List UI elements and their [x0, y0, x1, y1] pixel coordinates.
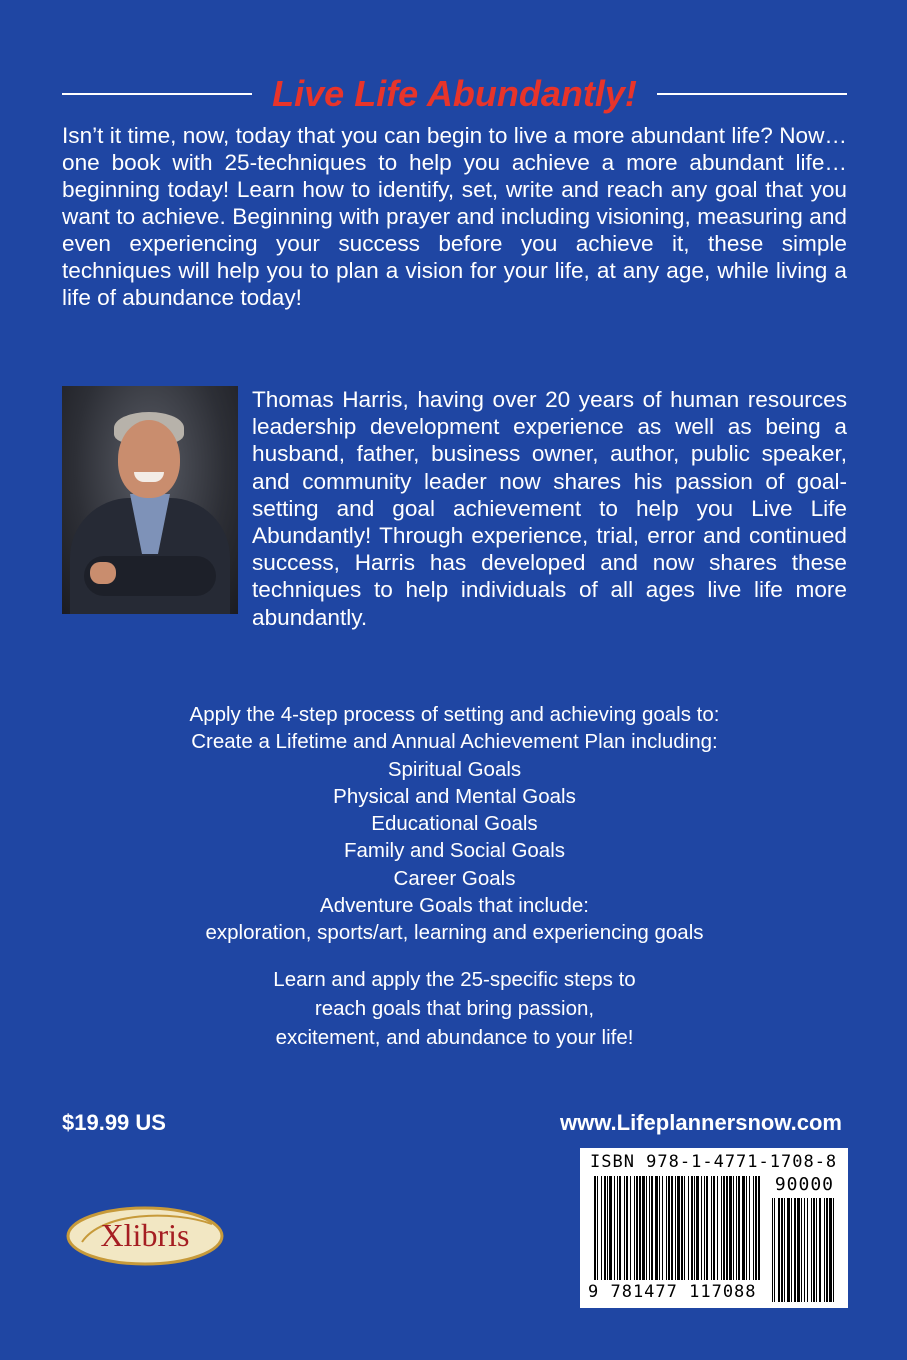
isbn-number: ISBN 978-1-4771-1708-8	[590, 1152, 838, 1172]
xlibris-logo-text: Xlibris	[100, 1217, 190, 1253]
goals-line: Apply the 4-step process of setting and achieving goals to:	[189, 703, 720, 726]
author-bio-text: Thomas Harris, having over 20 years of human resources leadership development experience as well as being a husband, father, business owner, author, public speaker, and community leader now shares his passion of goal-setting and goal achievement to help you Live Life Abundantly! Through experience, trial, error and continued success, Harris has developed and now shares these techniques to help individuals of all ages live life more abundantly.	[252, 387, 847, 630]
goals-line: Adventure Goals that include:	[320, 894, 589, 918]
goals-line: Educational Goals	[371, 812, 538, 836]
closing-line: excitement, and abundance to your life!	[275, 1026, 634, 1049]
website-url: www.Lifeplannersnow.com	[560, 1110, 842, 1135]
goals-list	[62, 701, 847, 947]
goals-line: Physical and Mental Goals	[333, 784, 576, 808]
title-rule-left	[62, 93, 252, 95]
goals-line: Spiritual Goals	[387, 757, 522, 781]
title-rule-right	[657, 93, 847, 95]
closing-line: Learn and apply the 25-specific steps to	[273, 968, 636, 991]
price-code: 90000	[774, 1174, 834, 1195]
closing-line: reach goals that bring passion,	[314, 997, 595, 1020]
goals-line: Career Goals	[393, 866, 516, 890]
cover-title: Live Life Abundantly!	[272, 73, 637, 114]
intro-paragraph: Isn’t it time, now, today that you can begin to live a more abundant life? Now…one book with 25-techniques to help you achieve a more abundant life…beginning today! Learn how to identify, set, write and reach any goal that you want to achieve. Beginning with prayer and including visioning, measuring and even experiencing your success before you achieve it, these simple techniques will help you to plan a vision for your life, at any age, while living a life of abundance today!	[62, 123, 847, 310]
title-header	[62, 68, 847, 120]
goals-line: Create a Lifetime and Annual Achievement Plan including:	[191, 730, 718, 754]
closing-statement	[62, 965, 847, 1052]
author-bio	[62, 386, 847, 632]
isbn-barcode	[580, 1148, 848, 1308]
price-label: $19.99 US	[62, 1110, 166, 1135]
xlibris-logo	[62, 1202, 224, 1268]
ean-digits: 9 781477 117088	[588, 1282, 757, 1302]
goals-line: exploration, sports/art, learning and experiencing goals	[205, 921, 704, 945]
goals-line: Family and Social Goals	[343, 839, 566, 863]
